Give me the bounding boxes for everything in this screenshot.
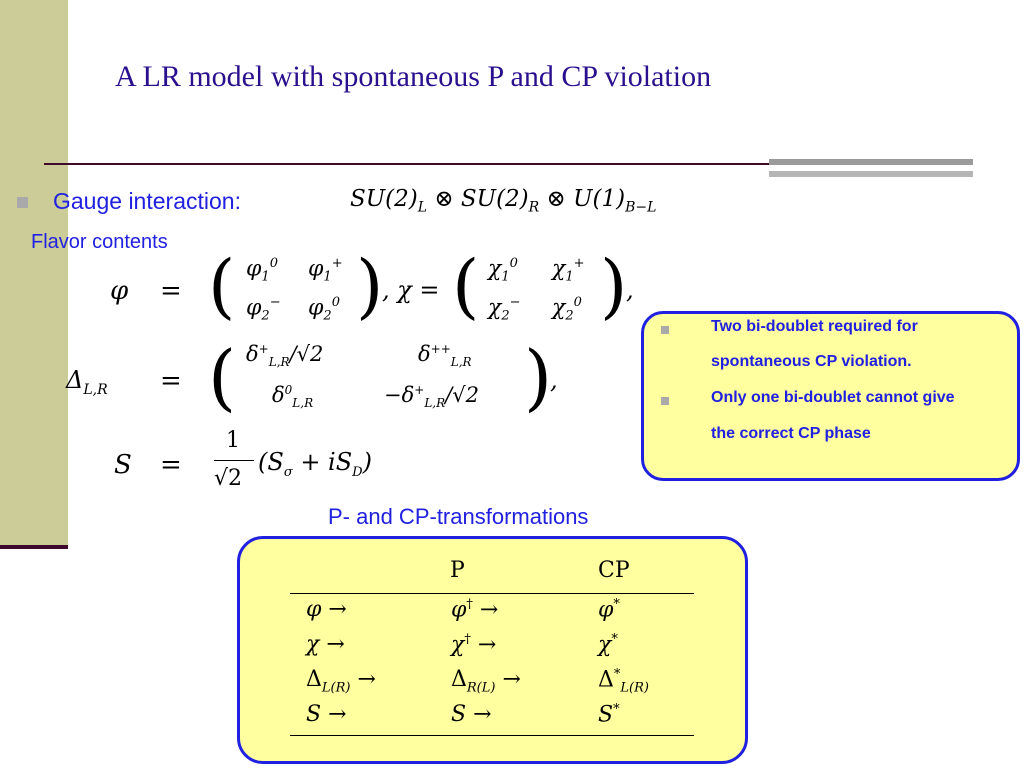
table-cell: S* <box>598 702 620 728</box>
table-cell: φ* <box>598 597 620 623</box>
notes-callout <box>641 311 1020 481</box>
table-cell: χ* <box>598 632 618 658</box>
table-cell: χ† → <box>451 632 497 658</box>
table-cell: S → <box>451 702 492 727</box>
bullet-square-icon <box>661 397 669 405</box>
note-2-line-1: Only one bi-doublet cannot give <box>711 389 955 406</box>
flavor-label: Flavor contents <box>31 231 168 253</box>
bullet-square-icon <box>661 326 669 334</box>
column-header-p: P <box>450 558 465 583</box>
table-cell: S → <box>306 702 347 727</box>
table-cell: φ† → <box>451 597 499 623</box>
bullet-square-icon <box>17 197 28 208</box>
transformations-heading: P- and CP-transformations <box>328 504 589 529</box>
table-cell: $\Delta_{L(R)}$ → <box>306 667 376 696</box>
column-header-cp: CP <box>598 558 630 583</box>
table-cell: $\Delta_{R(L)}$ → <box>451 667 521 696</box>
transformations-table <box>237 536 748 764</box>
gauge-group-formula: $SU(2)_L$ ⊗ $SU(2)_R$ ⊗ $U(1)_{B-L}$ <box>350 186 657 216</box>
slide-title: A LR model with spontaneous P and CP violation <box>115 60 712 93</box>
table-cell: $\Delta^*_{L(R)}$ <box>598 667 649 696</box>
slide-sidebar <box>0 0 68 545</box>
table-cell: χ → <box>306 632 345 657</box>
sidebar-rule <box>0 545 68 549</box>
gauge-label: Gauge interaction: <box>53 188 241 214</box>
table-cell: φ → <box>306 597 347 622</box>
note-1-line-1: Two bi-doublet required for <box>711 318 918 335</box>
note-2-line-2: the correct CP phase <box>711 425 871 442</box>
table-top-rule <box>290 593 694 594</box>
table-bottom-rule <box>290 735 694 736</box>
title-rule <box>44 163 769 165</box>
note-1-line-2: spontaneous CP violation. <box>711 353 912 370</box>
title-rule-accent-bottom <box>769 171 973 177</box>
